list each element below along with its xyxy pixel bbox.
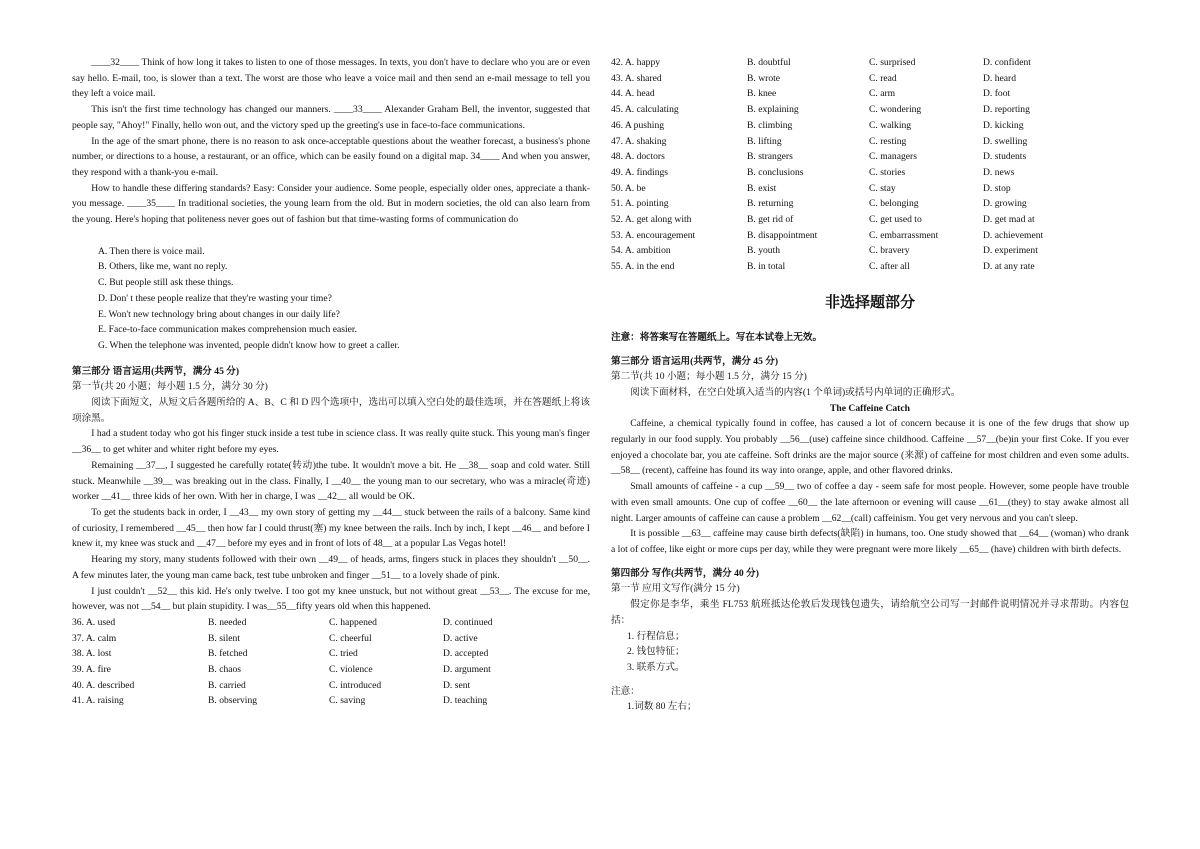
choice-c: C. after all [869,261,910,273]
choice-d: D. continued [443,616,493,628]
note-heading: 注意： [611,685,640,697]
section-3-heading: 第三部分 语言运用(共两节，满分 45 分) [72,365,240,377]
section-3-subheading: 第二节(共 10 小题；每小题 1.5 分，满分 15 分) [611,371,807,383]
choice-c: C. get used to [869,214,922,226]
choice-a: 47. A. shaking [611,135,667,147]
choice-b: B. conclusions [747,166,804,178]
choice-a: 40. A. described [72,679,135,691]
choice-d: D. stop [983,182,1011,194]
choice-c: C. resting [869,135,907,147]
choice-a: 43. A. shared [611,72,662,84]
choice-row [611,212,1129,228]
passage-paragraph: It is possible __63__ caffeine may cause birth defects(缺陷) in humans, too. One study showed that __64__ (woman) who drank a lot of coffee, like eight or more cups per day, while they were pregnant were more likely __65__ (have) children with birth defects. [611,528,1129,555]
choice-c: C. stay [869,182,896,194]
cloze-paragraph: I had a student today who got his finger stuck inside a test tube in science class. It was really quite stuck. This young man's finger __36__ to get whiter and whiter right before my eyes. [72,428,590,456]
choice-a: 38. A. lost [72,648,112,660]
seven-choice-options [98,244,590,354]
choice-a: 46. A pushing [611,119,665,131]
cloze-paragraph: Hearing my story, many students followed with their own __49__ of heads, arms, fingers stuck in places they shouldn't __50__. A few minutes later, the young man came back, test tube unbroken and finger __51__ to a lovely shade of pink. [72,554,590,581]
choice-d: D. swelling [983,135,1028,147]
choice-c: C. violence [329,664,373,676]
choice-c: C. wondering [869,104,922,116]
choice-a: 39. A. fire [72,664,111,676]
choice-d: D. news [983,166,1015,178]
cloze-paragraph: I just couldn't __52__ this kid. He's only twelve. I too got my knee unstuck, but not without great __53__. The excuse for me, however, was not __54__ but plain stupidity. I was__55__fifty years old when this happened. [72,585,590,613]
page-title: 非选择题部分 [824,292,915,311]
choice-b: B. lifting [747,135,782,147]
choice-row [611,165,1129,181]
choice-row [72,678,590,694]
choice-d: D. experiment [983,245,1038,257]
choice-d: D. active [443,632,478,644]
content-item: 3. 联系方式。 [627,661,685,673]
choice-a: 49. A. findings [611,166,669,178]
choice-d: D. argument [443,664,491,676]
choice-a: 41. A. raising [72,695,124,707]
paragraph-35: How to handle these differing standards? Easy: Consider your audience. Some people, especially older ones, appreciate a thank-you message. ____35____ In traditional societies, the young learn from the old. But in modern societies, the old can also learn from the young. Here's hoping that politeness never goes out of fashion but that time-wasting forms of communication do [72,182,590,226]
choice-row [611,102,1129,118]
section-3-subheading: 第一节(共 20 小题；每小题 1.5 分，满分 30 分) [72,381,268,393]
option-a: A. Then there is voice mail. [98,245,205,257]
paragraph-34: In the age of the smart phone, there is no reason to ask once-acceptable questions about the weather forecast, a business's phone number, or directions to a house, a restaurant, or an office, which can be easily found on a digital map. 34____ And when you answer, they respond with a thank-you e-mail. [72,135,590,178]
paragraph-33: This isn't the first time technology has changed our manners. ____33____ Alexander Graham Bell, the inventor, suggested that people say, "Ahoy!" Finally, hello won out, and the victory sped up the greeting's use in face-to-face communications. [72,104,590,131]
option-f: E. Face-to-face communication makes comprehension much easier. [98,324,357,336]
choice-c: C. embarrassment [869,229,939,241]
passage-title: The Caffeine Catch [830,402,910,414]
choice-a: 51. A. pointing [611,198,669,210]
section-4-heading: 第四部分 写作(共两节，满分 40 分) [611,567,759,579]
choice-c: C. stories [869,166,906,178]
choice-a: 52. A. get along with [611,214,692,226]
choice-d: D. reporting [983,104,1030,116]
choice-c: C. saving [329,695,366,707]
choice-b: B. fetched [208,648,248,660]
choice-a: 36. A. used [72,616,116,628]
choice-c: C. tried [329,648,358,660]
choice-c: C. happened [329,616,377,628]
choice-a: 54. A. ambition [611,245,671,257]
choice-b: B. explaining [747,104,799,116]
choice-a: 45. A. calculating [611,104,679,116]
choice-b: B. knee [747,88,777,100]
choice-b: B. returning [747,198,794,210]
choice-row [611,196,1129,212]
choice-b: B. chaos [208,664,242,676]
choice-c: C. read [869,72,897,84]
choice-row [72,631,590,647]
section-3-instructions: 阅读下面材料，在空白处填入适当的内容(1 个单词)或括号内单词的正确形式。 [630,386,961,398]
choice-b: B. observing [208,695,258,707]
choice-row [611,86,1129,102]
choice-d: D. students [983,151,1027,163]
option-e: E. Won't new technology bring about changes in our daily life? [98,308,340,320]
passage-paragraph: Small amounts of caffeine - a cup __59__ two of coffee a day - seem safe for most people. However, some people have trouble with even small amounts. One cup of coffee __60__ the late afternoon or evening will cause __61__(they) to stay awake almost all night. Larger amounts of caffeine can cause a problem __62__(call) caffeinism. You get very nervous and you can't sleep. [611,481,1129,524]
choice-a: 42. A. happy [611,57,661,68]
option-g: G. When the telephone was invented, people didn't know how to greet a caller. [98,339,400,351]
choice-a: 55. A. in the end [611,261,675,273]
choice-table-left [72,615,590,709]
choice-d: D. sent [443,679,471,691]
choice-d: D. get mad at [983,214,1035,226]
choice-b: B. silent [208,632,240,644]
choice-c: C. walking [869,119,912,131]
choice-c: C. managers [869,151,917,163]
choice-a: 44. A. head [611,88,655,100]
choice-row [611,149,1129,165]
cloze-paragraph: To get the students back in order, I __43__ my own story of getting my __44__ stuck between the rails of a balcony. Same kind of curiosity, I remembered __45__ then how far I could thrust(塞) my knee between the rails. Inch by inch, I kept __46__ and before I knew it, my knee was stuck and __47__ before my eyes and in front of lots of 48__ at a popular Las Vegas hotel! [72,506,590,550]
right-column [611,55,1129,715]
choice-d: D. achievement [983,229,1044,241]
choice-b: B. youth [747,245,781,257]
choice-row [72,615,590,631]
choice-a: 48. A. doctors [611,151,665,163]
note-item: 1.词数 80 左右； [627,701,697,713]
choice-row [72,646,590,662]
choice-d: D. at any rate [983,261,1035,273]
notice: 注意：将答案写在答题纸上。写在本试卷上无效。 [611,331,823,343]
choice-b: B. carried [208,679,246,691]
section-4-instructions: 假定你是李华，乘坐 FL753 航班抵达伦敦后发现钱包遗失，请给航空公司写一封邮件说明情况并寻求帮助。内容包括： [611,599,1129,626]
option-b: B. Others, like me, want no reply. [98,261,228,273]
content-item: 2. 钱包特征； [627,646,685,658]
choice-c: C. bravery [869,245,910,257]
choice-b: B. wrote [747,72,781,84]
choice-a: 50. A. be [611,182,646,194]
choice-c: C. belonging [869,198,919,210]
choice-row [72,693,590,709]
choice-row [611,259,1129,275]
choice-table-right [611,55,1129,275]
section-3-instructions: 阅读下面短文，从短文后各题所给的 A、B、C 和 D 四个选项中，选出可以填入空白处的最佳选项，并在答题纸上将该项涂黑。 [72,397,590,424]
section-3-heading: 第三部分 语言运用(共两节，满分 45 分) [611,355,779,367]
choice-b: B. disappointment [747,229,818,241]
choice-row [611,134,1129,150]
choice-b: B. exist [747,182,777,194]
choice-row [611,243,1129,259]
option-c: C. But people still ask these things. [98,277,234,289]
choice-d: D. heard [983,72,1017,84]
choice-b: B. get rid of [747,214,794,226]
choice-d: D. kicking [983,119,1024,131]
choice-d: D. accepted [443,648,489,660]
choice-c: C. introduced [329,679,382,691]
choice-c: C. cheerful [329,632,372,644]
content-item: 1. 行程信息； [627,630,685,642]
paragraph-32: ____32____ Think of how long it takes to listen to one of those messages. In texts, you don't have to declare who you are or even say hello. E-mail, too, is slower than a text. The worst are those who leave a voice mail and then send an e-mail message to tell you they left a voice mail. [72,57,590,100]
choice-c: C. arm [869,88,896,100]
choice-d: D. teaching [443,695,488,707]
choice-d: D. confident [983,57,1031,68]
choice-row [611,181,1129,197]
choice-row [611,118,1129,134]
choice-d: D. growing [983,198,1027,210]
choice-row [611,228,1129,244]
choice-b: B. doubtful [747,57,791,68]
choice-b: B. needed [208,616,247,628]
choice-d: D. foot [983,88,1011,100]
choice-b: B. in total [747,261,786,273]
choice-row [611,71,1129,87]
choice-row [611,55,1129,71]
section-4-subheading: 第一节 应用文写作(满分 15 分) [611,583,740,595]
left-column [72,55,590,709]
choice-b: B. climbing [747,119,793,131]
choice-a: 37. A. calm [72,632,117,644]
choice-row [72,662,590,678]
choice-b: B. strangers [747,151,793,163]
cloze-paragraph: Remaining __37__, I suggested he carefully rotate(转动)the tube. It wouldn't move a bit. He __38__ soap and cold water. Still stuck. Meanwhile __39__ was breaking out in the class. Finally, I __40__ the young man to our secretary, who was a miracle(奇迹) worker __41__ three kids of her own. With her in charge, I was __42__ all would be OK. [72,459,590,503]
choice-c: C. surprised [869,57,916,68]
passage-paragraph: Caffeine, a chemical typically found in coffee, has caused a lot of concern because it is one of the few drugs that show up regularly in our food supply. You probably __56__(use) caffeine since childhood. Caffeine __57__(be)in your first Coke. If you ever enjoyed a chocolate bar, you ate caffeine. Soft drinks are the major source (来源) of caffeine for most children and even some adults. __58__ (recent), caffeine has found its way into orange, apple, and other flavored drinks. [611,418,1129,477]
option-d: D. Don' t these people realize that they're wasting your time? [98,292,332,304]
choice-a: 53. A. encouragement [611,229,696,241]
